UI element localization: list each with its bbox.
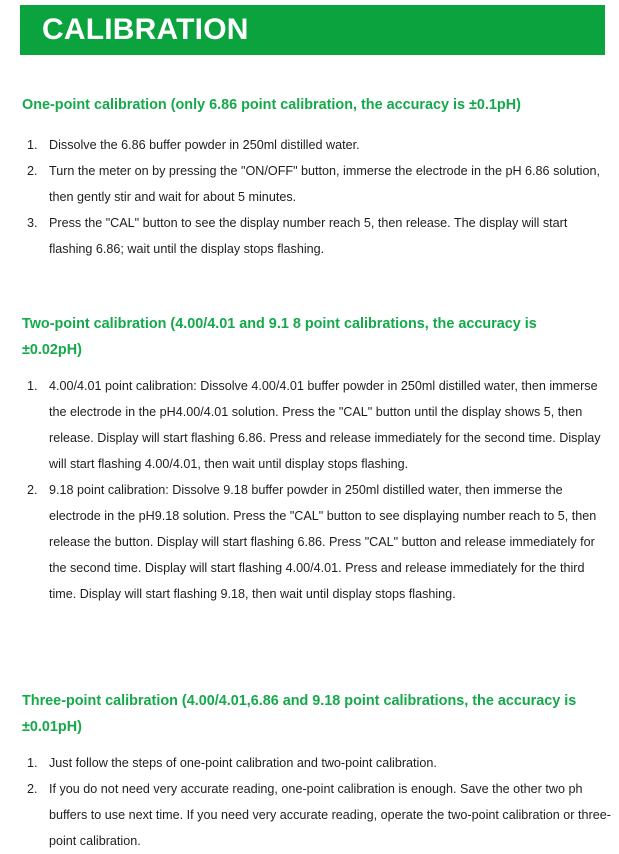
list-item xyxy=(22,776,612,854)
step-number: 2. xyxy=(27,782,38,796)
step-text: 4.00/4.01 point calibration: Dissolve 4.00/4.01 buffer powder in 250ml distilled water, then immerse the electrode in the pH4.00/4.01 solution. Press the "CAL" button until the display shows 5, then release. Display will start flashing 6.86. Press and release immediately for the second time. Display will start flashing 4.00/4.01, then wait until display stops flashing. xyxy=(49,379,601,471)
step-number: 1. xyxy=(27,756,38,770)
list-item xyxy=(22,210,612,262)
section-heading-one-point: One-point calibration (only 6.86 point calibration, the accuracy is ±0.1pH) xyxy=(22,97,521,113)
step-number: 2. xyxy=(27,164,38,178)
steps-list-three-point xyxy=(22,750,612,854)
list-item xyxy=(22,132,612,158)
step-text: Just follow the steps of one-point calibration and two-point calibration. xyxy=(49,756,437,770)
step-text: 9.18 point calibration: Dissolve 9.18 buffer powder in 250ml distilled water, then immerse the electrode in the pH9.18 solution. Press the "CAL" button to see displaying number reach to 5, then release the button. Display will start flashing 6.86. Press "CAL" button and release immediately for the second time. Display will start flashing 4.00/4.01. Press and release immediately for the third time. Display will start flashing 9.18, then wait until display stops flashing. xyxy=(49,483,597,601)
steps-list-two-point xyxy=(22,373,612,607)
step-number: 1. xyxy=(27,138,38,152)
step-number: 2. xyxy=(27,483,38,497)
step-text: If you do not need very accurate reading, one-point calibration is enough. Save the other two ph buffers to use next time. If you need very accurate reading, operate the two-point calibration or three-point calibration. xyxy=(49,782,611,848)
steps-list-one-point xyxy=(22,132,612,262)
section-heading-two-point: Two-point calibration (4.00/4.01 and 9.1 8 point calibrations, the accuracy is ±0.02pH) xyxy=(22,316,537,358)
page-title: CALIBRATION xyxy=(42,13,249,46)
list-item xyxy=(22,373,612,477)
title-banner xyxy=(20,5,605,55)
list-item xyxy=(22,750,612,776)
list-item xyxy=(22,477,612,607)
step-text: Turn the meter on by pressing the "ON/OFF" button, immerse the electrode in the pH 6.86 solution, then gently stir and wait for about 5 minutes. xyxy=(49,164,600,204)
list-item xyxy=(22,158,612,210)
step-number: 1. xyxy=(27,379,38,393)
step-text: Dissolve the 6.86 buffer powder in 250ml distilled water. xyxy=(49,138,360,152)
step-text: Press the "CAL" button to see the display number reach 5, then release. The display will start flashing 6.86; wait until the display stops flashing. xyxy=(49,216,568,256)
section-heading-three-point: Three-point calibration (4.00/4.01,6.86 and 9.18 point calibrations, the accuracy is ±0.01pH) xyxy=(22,693,577,735)
step-number: 3. xyxy=(27,216,38,230)
